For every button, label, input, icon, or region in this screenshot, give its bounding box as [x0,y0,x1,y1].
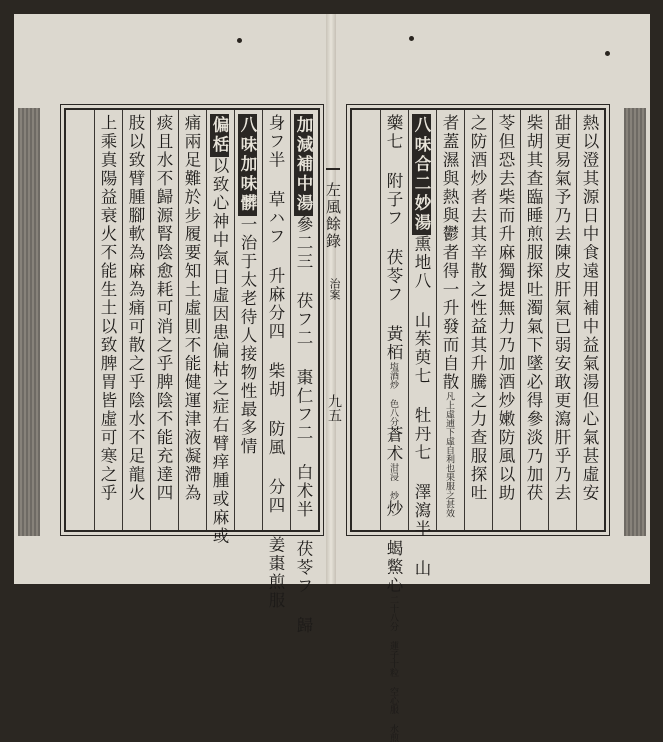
column-1: 熱以澄其源日中食遠用補中益氣湯但心氣甚虛安 [580,114,599,503]
column-rule [94,110,95,530]
column-1: 加減補中湯參二三 茯フ二 棗仁フ二 白术半 茯苓フ 歸 [294,116,313,635]
left-page [64,108,320,635]
column-8: 藥七 附子フ 茯苓フ 黃栢塩酒炒 色八分蒼术泔浸 炒炒 蝎鱉心二十八分 蓮子十粒 空心服 水煎 [384,114,403,742]
column-6: 痰且水不歸源腎陰愈耗可消之乎脾陰不能充達四 [154,114,173,503]
column-2: 身フ半 草ハフ 升麻分四 柴胡 防風 分四 姜棗煎服 [266,114,285,610]
wormhole [605,51,610,56]
column-rule [492,110,493,530]
section-name: 治案 [328,278,341,300]
column-rule [380,110,381,530]
annotation: 二十八分 蓮子十粒 空心服 水煎 [388,595,398,742]
wormhole [409,36,414,41]
left-page-edge [18,108,40,536]
column-rule [520,110,521,530]
column-5: 之防酒炒者去其辛散之性益其升騰之力查服探吐 [468,114,487,503]
column-6: 者蓋濕與熱與鬱者得一升發而自散凡上虛逋下虛自利也果服之甚效 [440,114,459,518]
column-4: 偏栝以致心神中氣日虛因患偏枯之症右臂痒腫或麻或 [210,116,229,546]
annotation: 凡上虛逋下虛自利也果服之甚效 [444,391,454,518]
case-label: 偏栝 [210,116,229,155]
column-rule [464,110,465,530]
page-number: 九五 [326,394,342,422]
column-rule [436,110,437,530]
prescription-label: 八味合二妙湯 [412,116,431,233]
column-rule [576,110,577,530]
column-4: 苓但恐去柴而升麻獨提無力乃加酒炒嫩防風以助 [496,114,515,503]
book-title: 左風餘錄 [324,182,342,250]
column-rule [548,110,549,530]
column-2: 甜更易氣予乃去陳皮肝氣已弱安敢更瀉肝乎乃去 [552,114,571,503]
column-rule [150,110,151,530]
column-rule [408,110,409,530]
column-3: 柴胡其查臨睡煎服探吐濁氣下墜必得參淡乃加茯 [524,114,543,503]
annotation: 塩酒炒 色八分 [388,362,398,426]
prescription-label: 八味加味髒 [238,116,257,214]
fish-tail-mark [326,168,340,180]
column-5: 痛兩足難於步履要知土虛則不能健運津液凝滯為 [182,114,201,503]
prescription-label: 加減補中湯 [294,116,313,214]
column-rule [290,110,291,530]
right-page [350,108,606,742]
column-rule [178,110,179,530]
column-rule [262,110,263,530]
column-7: 肢以致臂腫腳軟為麻為痛可散之乎陰水不足龍火 [126,114,145,503]
annotation: 泔浸 炒 [388,463,398,500]
column-rule [122,110,123,530]
column-rule [234,110,235,530]
column-8: 上乘真陽益衰火不能生土以致脾胃皆虛可寒之乎 [98,114,117,503]
wormhole [237,38,242,43]
column-7: 八味合二妙湯熏地八 山茱萸七 牡丹七 澤瀉半 山 [412,116,431,578]
column-rule [206,110,207,530]
column-3: 八味加味髒一治于太老待人接物性最多情 [238,116,257,456]
right-page-edge [624,108,646,536]
gutter [316,168,350,468]
